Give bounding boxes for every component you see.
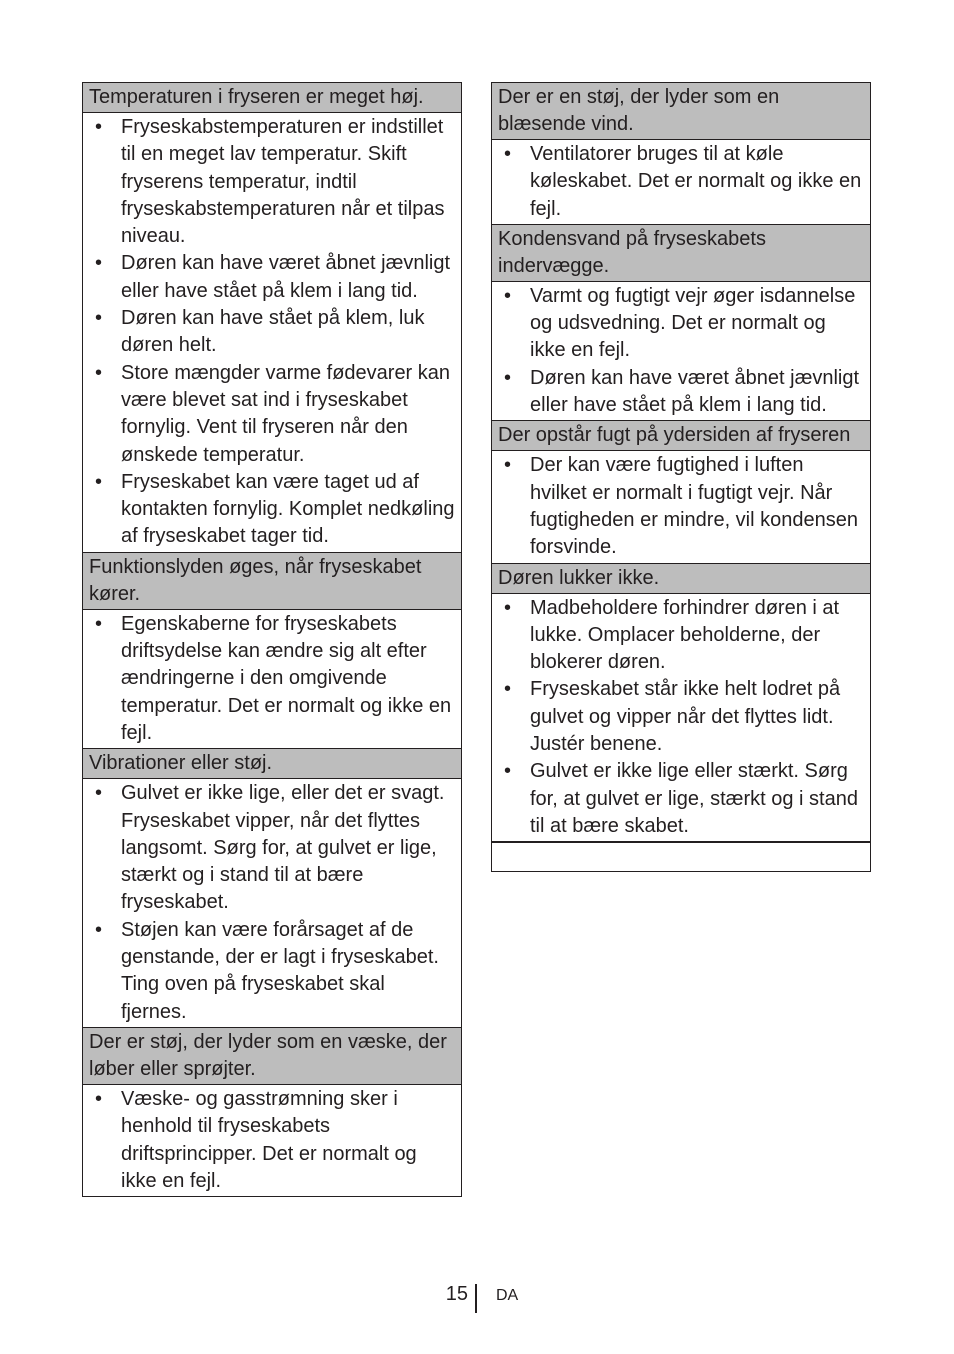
list-item [89,360,455,469]
language-code: DA [496,1287,519,1304]
section-body [83,1085,461,1196]
section-body [492,282,870,421]
list-item-text: Fryseskabet står ikke helt lodret på gulvet og vipper når det flyttes lidt. Justér benene. [530,678,841,756]
bullet-list [498,595,864,841]
list-item [89,114,455,250]
bullet-icon: • [95,918,103,941]
bullet-icon: • [95,252,103,275]
list-item [89,305,455,360]
list-item [89,469,455,551]
list-item-text: Ventilatorer bruges til at køle køleskabet. Det er normalt og ikke en fejl. [530,143,862,220]
bullet-icon: • [95,612,103,635]
bullet-icon: • [504,143,512,165]
bullet-icon: • [504,284,512,307]
list-item-text: Fryseskabet kan være taget ud af kontakten fornylig. Komplet nedkøling af fryseskabet tager tid. [121,470,455,548]
section-body [83,779,461,1028]
list-item [89,1086,455,1195]
section-heading: Vibrationer eller støj. [83,749,461,779]
bullet-icon: • [504,678,512,701]
list-item-text: Varmt og fugtigt vejr øger isdannelse og udsvedning. Det er normalt og ikke en fejl. [530,284,856,362]
list-item-text: Gulvet er ikke lige, eller det er svagt. Fryseskabet vipper, når det flyttes langsomt. Sørg for, at gulvet er lige, stærkt og i stand til at bære fryseskabet. [121,782,445,914]
bullet-icon: • [504,454,512,477]
list-item [89,917,455,1026]
bullet-icon: • [504,596,512,619]
bullet-list [89,1086,455,1195]
section-heading: Der opstår fugt på ydersiden af fryseren [492,421,870,451]
section-body [492,451,870,563]
list-item-text: Egenskaberne for fryseskabets driftsydelse kan ændre sig alt efter ændringerne i den omgivende temperatur. Det er normalt og ikke en fejl. [121,612,452,744]
bullet-list [498,283,864,419]
bullet-icon: • [504,760,512,783]
bullet-list [498,141,864,223]
bullet-list [89,611,455,747]
list-item [498,365,864,420]
list-item-text: Store mængder varme fødevarer kan være blevet sat ind i fryseskabet fornylig. Vent til fryseren når den ønskede temperatur. [121,361,451,466]
bullet-icon: • [95,782,103,805]
list-item [498,676,864,758]
bullet-icon: • [95,116,103,138]
bullet-icon: • [95,361,103,384]
bullet-icon: • [504,366,512,389]
list-item-text: Gulvet er ikke lige eller stærkt. Sørg for, at gulvet er lige, stærkt og i stand til at bære skabet. [530,760,858,837]
list-item [89,250,455,305]
list-item-text: Fryseskabstemperaturen er indstillet til en meget lav temperatur. Skift fryserens temperatur, indtil fryseskabstemperaturen når et tilpas niveau. [121,116,445,248]
list-item [498,758,864,840]
empty-table-row [492,842,870,871]
bullet-list [498,452,864,561]
bullet-list [89,114,455,551]
troubleshooting-table-right [491,82,871,872]
list-item-text: Døren kan have været åbnet jævnligt eller have stået på klem i lang tid. [530,366,860,417]
list-item [498,283,864,365]
section-body [83,113,461,553]
list-item-text: Madbeholdere forhindrer døren i at lukke. Omplacer beholderne, der blokerer døren. [530,596,840,674]
list-item-text: Døren kan have stået på klem, luk døren helt. [121,307,425,357]
bullet-list [89,780,455,1026]
list-item [89,611,455,747]
section-body [83,610,461,749]
bullet-icon: • [95,1087,103,1110]
section-heading: Døren lukker ikke. [492,564,870,594]
list-item-text: Væske- og gasstrømning sker i henhold til fryseskabets driftsprincipper. Det er normalt og ikke en fejl. [121,1087,417,1192]
section-heading: Kondensvand på fryseskabets indervægge. [492,225,870,282]
section-body [492,594,870,843]
footer-divider [475,1284,477,1313]
list-item [498,595,864,677]
section-heading: Temperaturen i fryseren er meget høj. [83,83,461,113]
page-number: 15 [445,1283,468,1305]
list-item-text: Der kan være fugtighed i luften hvilket er normalt i fugtigt vejr. Når fugtigheden er mindre, vil kondensen forsvinde. [530,454,858,559]
section-heading: Der er en støj, der lyder som en blæsende vind. [492,83,870,140]
list-item-text: Støjen kan være forårsaget af de genstande, der er lagt i fryseskabet. Ting oven på fryseskabet skal fjernes. [121,918,439,1023]
list-item [498,452,864,561]
list-item-text: Døren kan have været åbnet jævnligt eller have stået på klem i lang tid. [121,252,451,302]
bullet-icon: • [95,470,103,493]
section-heading: Funktionslyden øges, når fryseskabet kører. [83,553,461,610]
page-footer [0,1281,954,1315]
list-item [498,141,864,223]
bullet-icon: • [95,307,103,330]
list-item [89,780,455,916]
section-body [492,140,870,225]
section-heading: Der er støj, der lyder som en væske, der løber eller sprøjter. [83,1028,461,1085]
troubleshooting-table-left [82,82,462,1197]
